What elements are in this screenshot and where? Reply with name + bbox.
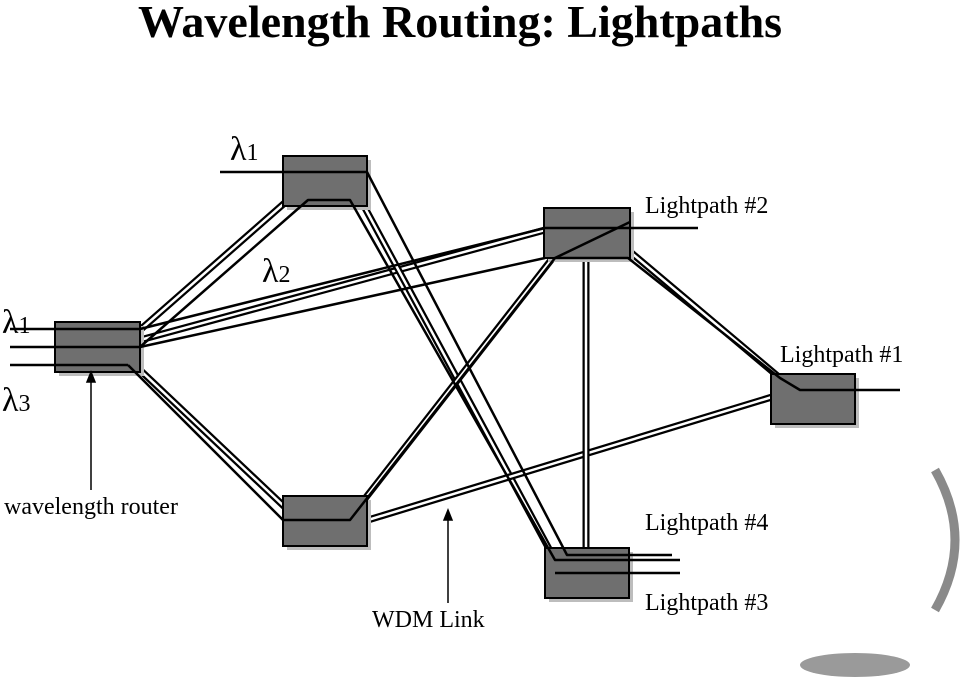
wdm-link-A-D [140, 230, 545, 340]
lightpath-2-label: Lightpath #2 [645, 193, 769, 219]
router-E [771, 374, 859, 428]
lambda-left-1-label: λ1 [2, 304, 31, 341]
lightpath-1-label: Lightpath #1 [780, 342, 904, 368]
annotation-arrows [87, 372, 452, 603]
lightpath-cross [140, 258, 545, 347]
lambda-mid-label: λ2 [262, 253, 291, 290]
wavelength-router-label: wavelength router [4, 494, 178, 520]
wdm-link-A-C [140, 370, 288, 510]
router-B [283, 156, 371, 210]
wdm-arrowhead [444, 510, 452, 520]
lightpath-4-label: Lightpath #4 [645, 510, 769, 536]
lambda-left-3-label: λ3 [2, 382, 31, 419]
lambda-top-label: λ1 [230, 131, 259, 168]
lightpath-3-label: Lightpath #3 [645, 590, 769, 616]
router-D [544, 208, 634, 262]
router-C [283, 496, 371, 550]
wdm-link-label: WDM Link [372, 607, 485, 633]
page-title: Wavelength Routing: Lightpaths [137, 0, 783, 47]
decorative-corner-graphic [800, 470, 955, 677]
